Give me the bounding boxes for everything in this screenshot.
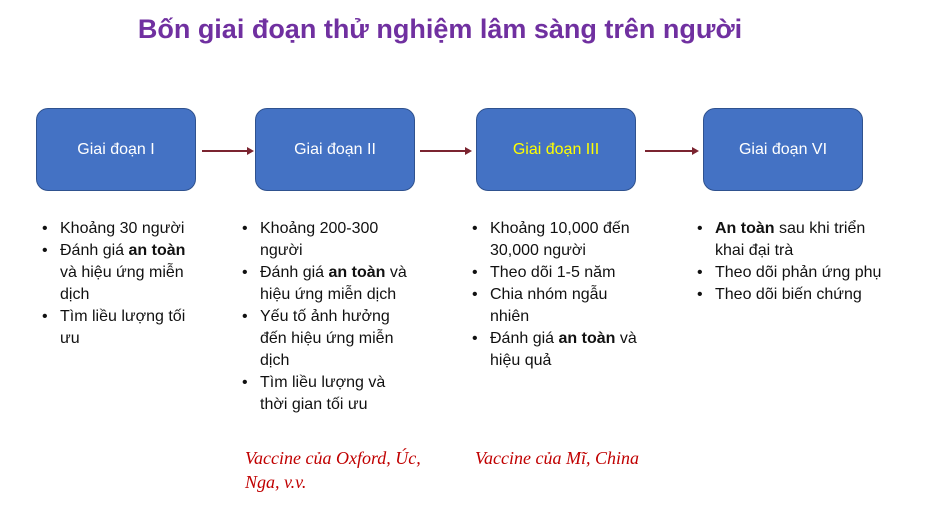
bullet-text: Theo dõi phản ứng phụ bbox=[715, 264, 882, 281]
bullet-text: Yếu tố ảnh hưởng đến hiệu ứng miễn dịch bbox=[260, 308, 394, 369]
bullet-text: Tìm liều lượng và thời gian tối ưu bbox=[260, 374, 386, 413]
bullet-text: Đánh giá bbox=[60, 242, 129, 259]
stage-2-vaccine-note: Vaccine của Oxford, Úc, Nga, v.v. bbox=[245, 448, 421, 492]
bullet-item bbox=[697, 262, 897, 284]
bullet-text: và hiệu quả bbox=[490, 330, 637, 369]
arrow-2-3 bbox=[420, 150, 466, 152]
stage-3-vaccine-note: Vaccine của Mĩ, China bbox=[475, 448, 639, 468]
bullet-item bbox=[242, 372, 412, 416]
bullet-item bbox=[242, 262, 412, 306]
bullet-item bbox=[42, 240, 202, 306]
bullet-item bbox=[42, 218, 202, 240]
bullet-text: Khoảng 10,000 đến 30,000 người bbox=[490, 220, 630, 259]
stage-1-bullets bbox=[42, 218, 202, 350]
bullet-text: Đánh giá bbox=[490, 330, 559, 347]
bullet-text: và hiệu ứng miễn dịch bbox=[260, 264, 407, 303]
bullet-text: Theo dõi 1-5 năm bbox=[490, 264, 616, 281]
stage-4-bullets bbox=[697, 218, 897, 306]
bullet-item bbox=[42, 306, 202, 350]
bullet-text: và hiệu ứng miễn dịch bbox=[60, 264, 184, 303]
stage-1-box[interactable]: Giai đoạn I bbox=[36, 108, 196, 191]
bullet-text: Đánh giá bbox=[260, 264, 329, 281]
stage-2-box[interactable]: Giai đoạn II bbox=[255, 108, 415, 191]
bullet-text: Chia nhóm ngẫu nhiên bbox=[490, 286, 608, 325]
bullet-bold-text: an toàn bbox=[128, 242, 186, 259]
bullet-item bbox=[472, 328, 642, 372]
bullet-item bbox=[472, 284, 642, 328]
bullet-item bbox=[472, 218, 642, 262]
bullet-text: sau khi triển khai đại trà bbox=[715, 220, 866, 259]
stage-4-box[interactable]: Giai đoạn VI bbox=[703, 108, 863, 191]
bullet-item bbox=[242, 218, 412, 262]
bullet-text: Tìm liều lượng tối ưu bbox=[60, 308, 186, 347]
bullet-bold-text: an toàn bbox=[558, 330, 616, 347]
page-title: Bốn giai đoạn thử nghiệm lâm sàng trên người bbox=[137, 14, 743, 44]
bullet-bold-text: An toàn bbox=[715, 220, 775, 237]
bullet-text: Theo dõi biến chứng bbox=[715, 286, 862, 303]
bullet-item bbox=[697, 218, 897, 262]
bullet-item bbox=[472, 262, 642, 284]
stage-3-box[interactable]: Giai đoạn III bbox=[476, 108, 636, 191]
bullet-item bbox=[242, 306, 412, 372]
bullet-text: Khoảng 30 người bbox=[60, 220, 185, 237]
stage-3-bullets bbox=[472, 218, 642, 372]
bullet-bold-text: an toàn bbox=[328, 264, 386, 281]
stage-2-bullets bbox=[242, 218, 412, 416]
bullet-text: Khoảng 200-300 người bbox=[260, 220, 379, 259]
bullet-item bbox=[697, 284, 897, 306]
arrow-3-4 bbox=[645, 150, 693, 152]
arrow-1-2 bbox=[202, 150, 248, 152]
